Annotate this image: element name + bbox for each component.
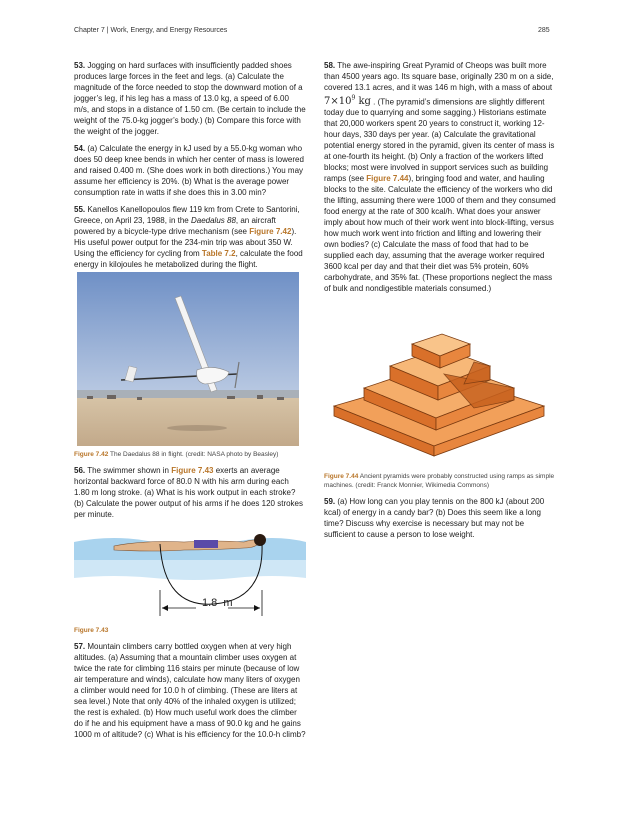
stepped-pyramid-illustration	[324, 308, 556, 458]
problem-56	[74, 465, 306, 520]
problem-text: . (The pyramid’s dimensions are slightly different today due to quarrying and some sagging.) Historians estimate that 20,000 workers spent 20 years to construct it, working 12-hour days, 330 days per year. (a) Calculate the gravitational potential energy stored in the pyramid, given its center of mass is at one-fourth its height. (b) Only a fraction of the workers lifted blocks; most were involved in support services such as building ramps (see	[324, 97, 555, 184]
problem-text: Mountain climbers carry bottled oxygen when at very high altitudes. (a) Assuming that a mountain climber uses oxygen at twice the rate for climbing 116 stairs per minute (because of low air temperature and winds), calculate how many liters of oxygen a climber would need for 10.0 h of climbing. (These are liters at sea level.) Note that only 40% of the inhaled oxygen is utilized; the rest is exhaled. (b) How much useful work does the climber do if he and his equipment have a mass of 90.0 kg and he gains 1000 m of altitude? (c) What is his efficiency for the 10.0-h climb?	[74, 642, 306, 739]
problem-number: 58.	[324, 61, 336, 70]
problem-text: Jogging on hard surfaces with insufficiently padded shoes produces large forces in the feet and legs. (a) Calculate the magnitude of the force needed to stop the downward motion of a jogger’s leg, if his leg has a mass of 13.0 kg, a speed of 6.00 m/s, and stops in a distance of 1.50 cm. (Be certain to include the weight of the 75.0-kg jogger’s body.) (b) Compare this force with the weight of the jogger.	[74, 61, 306, 136]
daedalus-aircraft-photo	[77, 272, 299, 446]
problem-58	[324, 60, 556, 294]
running-header-chapter: Chapter 7 | Work, Energy, and Energy Resources	[74, 27, 228, 34]
aircraft-name: Daedalus 88	[190, 216, 236, 225]
problem-number: 59.	[324, 497, 336, 507]
problem-54	[74, 143, 306, 198]
swimmer-stroke-diagram	[74, 520, 306, 616]
problem-text: The swimmer shown in	[85, 466, 172, 475]
problem-text: The awe-inspiring Great Pyramid of Cheops was built more than 4500 years ago. Its square base, originally 230 m on a side, covered 13.1 acres, and it was 146 m high, with a mass of about	[324, 61, 554, 92]
problem-text: (a) How long can you play tennis on the 800 kJ (about 200 kcal) of energy in a candy bar? (b) Does this seem like a long time? Discuss why exercise is necessary but may not be sufficient to cause a person to lose weight.	[324, 497, 545, 540]
left-column	[74, 60, 306, 746]
figure-label: Figure 7.42	[74, 451, 109, 458]
problem-59	[324, 496, 556, 540]
figure-7-43-caption	[74, 626, 306, 635]
problem-text: Kanellos Kanellopoulos flew 119 km from Crete to Santorini, Greece, on April 23, 1988, in the	[74, 205, 300, 225]
problem-55	[74, 204, 306, 270]
problem-text: , calculate the food energy in kilojoules he metabolized during the flight.	[74, 249, 303, 269]
problem-text: (a) Calculate the energy in kJ used by a 55.0-kg woman who does 50 deep knee bends in which her center of mass is lowered and raised 0.400 m. (She does work in both directions.) You may assume her efficiency is 20%. (b) What is the average power consumption rate in watts if she does this in 3.00 min?	[74, 144, 304, 197]
problem-number: 56.	[74, 466, 86, 475]
right-column	[324, 60, 556, 546]
figure-link-7-43[interactable]: Figure 7.43	[171, 466, 214, 475]
problem-number: 53.	[74, 61, 86, 70]
figure-label: Figure 7.44	[324, 473, 359, 481]
problem-text: , an aircraft powered by a bicycle-type drive mechanism (see	[74, 216, 276, 236]
problem-number: 57.	[74, 642, 86, 651]
figure-7-42-caption	[74, 450, 306, 459]
problem-text: exerts an average horizontal backward force of 80.0 N with his arm during each 1.80 m long stroke. (a) What is his work output in each stroke? (b) Calculate the power output of his arms if he does 120 strokes per minute.	[74, 466, 304, 519]
figure-link-7-42[interactable]: Figure 7.42	[249, 227, 292, 236]
stroke-length-label: 1.8 m	[202, 597, 233, 609]
figure-7-44-caption	[324, 472, 556, 490]
problem-number: 55.	[74, 205, 86, 214]
problem-text: ). His useful power output for the 234-min trip was about 350 W. Using the efficiency for cycling from	[74, 227, 297, 258]
table-link-7-2[interactable]: Table 7.2	[201, 249, 236, 258]
problem-number: 54.	[74, 144, 86, 153]
caption-text: Ancient pyramids were probably constructed using ramps as simple machines. (credit: Franck Monnier, Wikimedia Commons)	[324, 473, 555, 490]
figure-link-7-44[interactable]: Figure 7.44	[366, 174, 409, 184]
problem-text: ), bringing food and water, and hauling blocks to the site. Calculate the efficiency of the workers who did the lifting, assuming there were 1000 of them and they consumed food energy at the rate of 300 kcal/h. What does your answer imply about how much of their work went into block-lifting, versus how much work went into friction and lifting and lowering their own bodies? (c) Calculate the mass of food that had to be supplied each day, assuming that the average worker required 3600 kcal per day and that their diet was 5% protein, 60% carbohydrate, and 35% fat. (These proportions neglect the mass of bulk and nondigestible materials consumed.)	[324, 174, 556, 294]
page-number: 285	[538, 27, 550, 34]
problem-53	[74, 60, 306, 137]
problem-57	[74, 641, 306, 740]
caption-text: The Daedalus 88 in flight. (credit: NASA photo by Beasley)	[108, 451, 279, 458]
figure-label: Figure 7.43	[74, 627, 109, 634]
pyramid-mass-expression: $7\times 10^9$ kg	[324, 95, 371, 108]
